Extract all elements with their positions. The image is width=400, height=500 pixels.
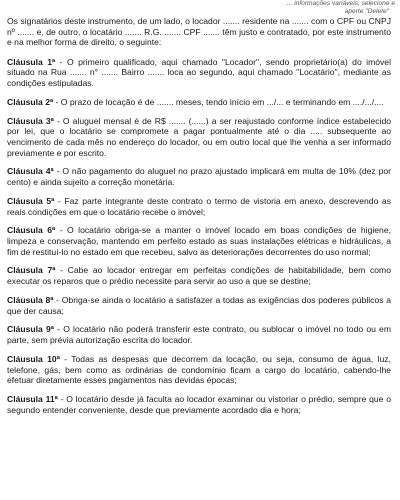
clause-text: - Obriga-se ainda o locatário a satisfazer a todas as exigências dos poderes públicos a que der causa; [7,294,391,316]
clause-title: Cláusula 3ª [7,115,54,126]
clause-4 [7,166,391,187]
clause-3 [7,116,391,158]
contract-intro: Os signatários deste instrumento, de um lado, o locador ....... residente na ....... com o CPF ou CNPJ nº ....... e, de outro, o locatário ....... R.G. ....... CPF ....... têm justo e contratado, por este instrumento e na melhor forma de direito, o seguinte: [7,16,391,48]
edit-hint-line-2: aperte "Delete" [344,8,389,15]
clause-5 [7,196,391,217]
clause-title: Cláusula 7ª [7,265,56,276]
clause-title: Cláusula 6ª [7,225,56,236]
clause-title: Cláusula 11ª [7,394,58,404]
clause-2 [7,97,391,108]
clause-text: - O locatário não poderá transferir este contrato, ou sublocar o imóvel no todo ou em parte, sem prévia autorização escrita do locador. [7,324,391,346]
edit-hint-line-1: ... informações variáveis, selecione e [286,0,395,7]
clause-8 [7,295,391,316]
clause-title: Cláusula 8ª [7,294,54,305]
clause-11 [7,394,391,415]
clause-text: - O locatário desde já faculta ao locador examinar ou vistoriar o prédio, sempre que o segundo entender conveniente, desde que previamente acordado dia e hora; [7,394,391,415]
clause-text: - O prazo de locação é de ....... meses, tendo início em .../... e terminando em ..../.../.... [53,96,384,107]
clause-text: - Faz parte integrante deste contrato o termo de vistoria em anexo, descrevendo as reais condições em que o locatário recebe o imóvel; [7,195,391,217]
clause-title: Cláusula 9ª [7,324,54,335]
clause-text: - O não pagamento do aluguel no prazo ajustado implicará em multa de 10% (dez por cento) e ainda sujeito a correção monetária. [7,166,391,188]
clause-text: - O aluguel mensal é de R$ ....... (......) a ser reajustado conforme índice estabelecido por lei, que o locatário se compromete a pagar pontualmente até o dia ..... subsequente ao vencimento de cada mês no endereço do locador, ou em outro local que lhe venha a ser informado previamente e por escrito. [7,115,392,158]
edit-hint-note [255,0,395,16]
clause-title: Cláusula 1ª [7,56,56,67]
clause-6 [7,225,391,257]
clause-text: - O locatário obriga-se a manter o imóvel locado em boas condições de higiene, limpeza e conservação, mantendo em perfeito estado as suas instalações elétricas e hidráulicas, a fim de restituí-lo no estado em que recebeu, salvo as deteriorações decorrentes do uso normal; [7,225,391,257]
clause-title: Cláusula 10ª [7,353,60,364]
clause-text: - Todas as despesas que decorrem da locação, ou seja, consumo de água, luz, telefone, gás, bem como as ordinárias de condomínio ficam a cargo do locatário, cabendo-lhe efetuar diretamente esses pagamentos nas devidas épocas; [7,353,391,386]
clause-title: Cláusula 2ª [7,96,54,107]
clause-text: - O primeiro qualificado, aqui chamado "Locador", sendo proprietário(a) do imóvel situado na Rua ....... n° ....... Bairro ....... loca ao segundo, aqui chamado "Locatário", mediante as condições estipuladas. [7,56,391,88]
clause-title: Cláusula 5ª [7,195,55,206]
clause-7 [7,265,391,286]
contract-document [7,16,391,423]
clause-title: Cláusula 4ª [7,166,54,177]
clause-10 [7,354,391,386]
clause-1 [7,57,391,89]
clause-9 [7,324,391,345]
clause-text: - Cabe ao locador entregar em perfeitas condições de habitabilidade, bem como executar os reparos que o prédio necessite para servir ao uso a que se destine; [7,265,391,287]
